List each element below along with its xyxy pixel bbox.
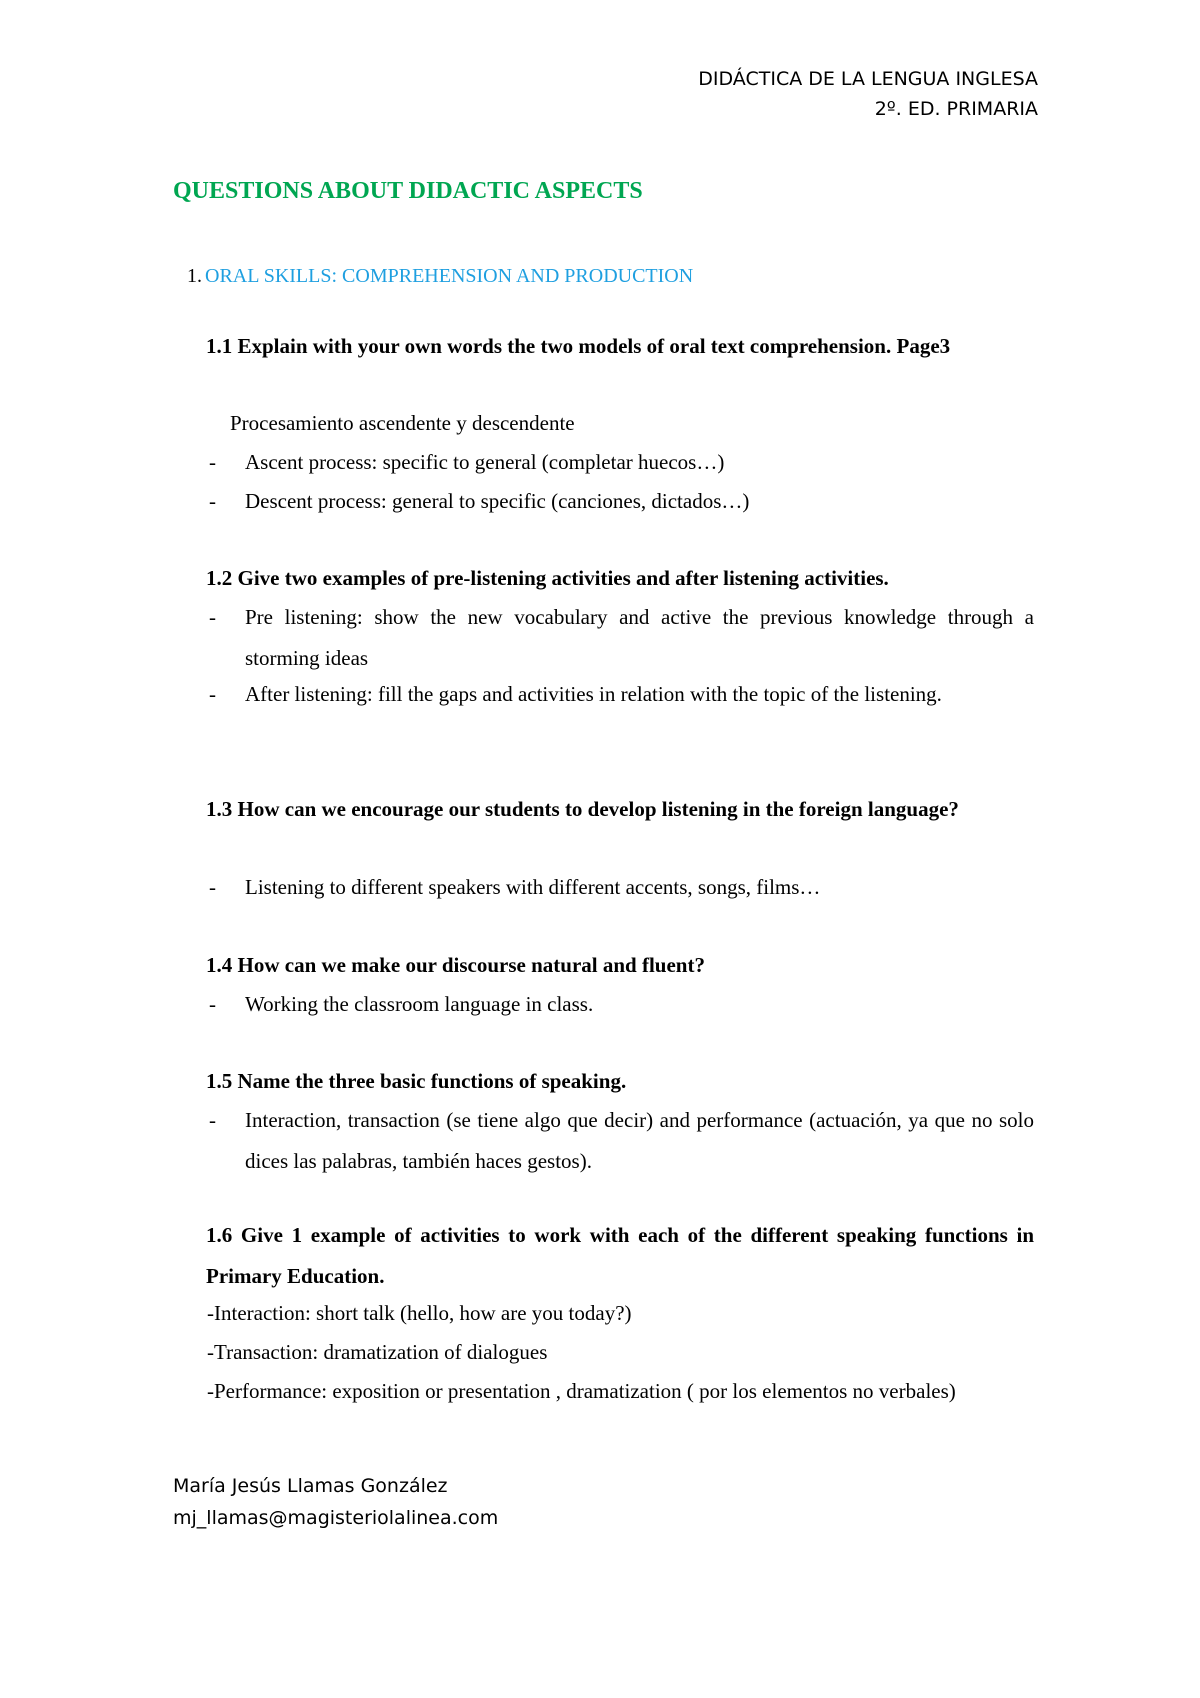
answer-bullet: [209, 442, 1034, 483]
answer-line: -Performance: exposition or presentation , dramatization ( por los elementos no verbales): [207, 1379, 956, 1403]
answer-bullet: [209, 674, 1034, 715]
bullet-dash: -: [209, 875, 216, 899]
section-number: 1.: [187, 265, 202, 287]
bullet-text: Pre listening: show the new vocabulary and active the previous knowledge through a storming ideas: [245, 605, 1034, 670]
question-1-4: 1.4 How can we make our discourse natural and fluent?: [206, 953, 705, 977]
answer-lead: Procesamiento ascendente y descendente: [230, 411, 575, 435]
question-1-5: 1.5 Name the three basic functions of speaking.: [206, 1069, 627, 1093]
bullet-text: Listening to different speakers with different accents, songs, films…: [245, 875, 821, 899]
bullet-dash: -: [209, 605, 216, 629]
bullet-text: Descent process: general to specific (canciones, dictados…): [245, 489, 750, 513]
question-1-6: 1.6 Give 1 example of activities to work with each of the different speaking functions in Primary Education.: [206, 1223, 1034, 1288]
bullet-text: Ascent process: specific to general (completar huecos…): [245, 450, 725, 474]
bullet-dash: -: [209, 450, 216, 474]
footer-email: mj_llamas@magisteriolalinea.com: [173, 1507, 499, 1529]
answer-bullet: [209, 1100, 1034, 1182]
answer-bullet: [209, 481, 1034, 522]
answer-bullet: [209, 984, 1034, 1025]
question-1-2: 1.2 Give two examples of pre-listening activities and after listening activities.: [206, 566, 889, 590]
answer-bullet: [209, 867, 1034, 908]
answer-bullet: [209, 597, 1034, 679]
bullet-text: Working the classroom language in class.: [245, 992, 594, 1016]
header-level: 2º. ED. PRIMARIA: [874, 98, 1038, 120]
header-course: DIDÁCTICA DE LA LENGUA INGLESA: [698, 68, 1038, 90]
section-heading: [187, 265, 694, 288]
section-label: ORAL SKILLS: COMPREHENSION AND PRODUCTION: [205, 265, 694, 287]
bullet-dash: -: [209, 489, 216, 513]
page-title: QUESTIONS ABOUT DIDACTIC ASPECTS: [173, 178, 643, 204]
footer-author: María Jesús Llamas González: [173, 1475, 448, 1497]
answer-line: -Transaction: dramatization of dialogues: [207, 1340, 548, 1364]
bullet-text: Interaction, transaction (se tiene algo que decir) and performance (actuación, ya que no solo dices las palabras, también haces gestos).: [245, 1108, 1034, 1173]
bullet-dash: -: [209, 682, 216, 706]
question-1-1: 1.1 Explain with your own words the two models of oral text comprehension. Page3: [206, 334, 951, 358]
bullet-dash: -: [209, 992, 216, 1016]
question-1-3: 1.3 How can we encourage our students to develop listening in the foreign language?: [206, 797, 959, 821]
bullet-text: After listening: fill the gaps and activities in relation with the topic of the listening.: [245, 682, 942, 706]
answer-line: -Interaction: short talk (hello, how are you today?): [207, 1301, 632, 1325]
bullet-dash: -: [209, 1108, 216, 1132]
